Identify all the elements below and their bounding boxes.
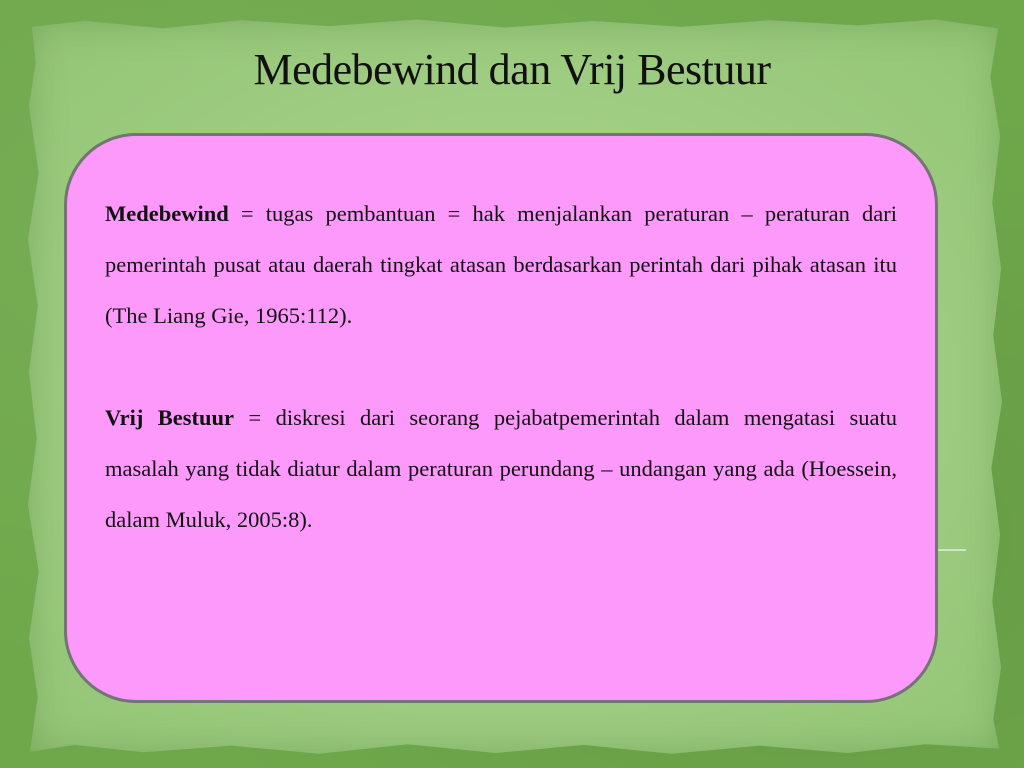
content-box — [64, 133, 938, 703]
definition-medebewind: = tugas pembantuan = hak menjalankan peraturan – peraturan dari pemerintah pusat atau daerah tingkat atasan berdasarkan perintah dari pihak atasan itu (The Liang Gie, 1965:112). — [105, 201, 897, 328]
definition-vrij-bestuur: = diskresi dari seorang pejabatpemerintah dalam mengatasi suatu masalah yang tidak diatur dalam peraturan perundang – undangan yang ada (Hoessein, dalam Muluk, 2005:8). — [105, 405, 897, 532]
decorative-line — [938, 549, 966, 551]
term-vrij-bestuur: Vrij Bestuur — [105, 405, 235, 430]
slide-title: Medebewind dan Vrij Bestuur — [253, 45, 771, 94]
paragraph-medebewind — [105, 188, 897, 341]
paragraph-vrij-bestuur — [105, 392, 897, 545]
term-medebewind: Medebewind — [105, 201, 229, 226]
